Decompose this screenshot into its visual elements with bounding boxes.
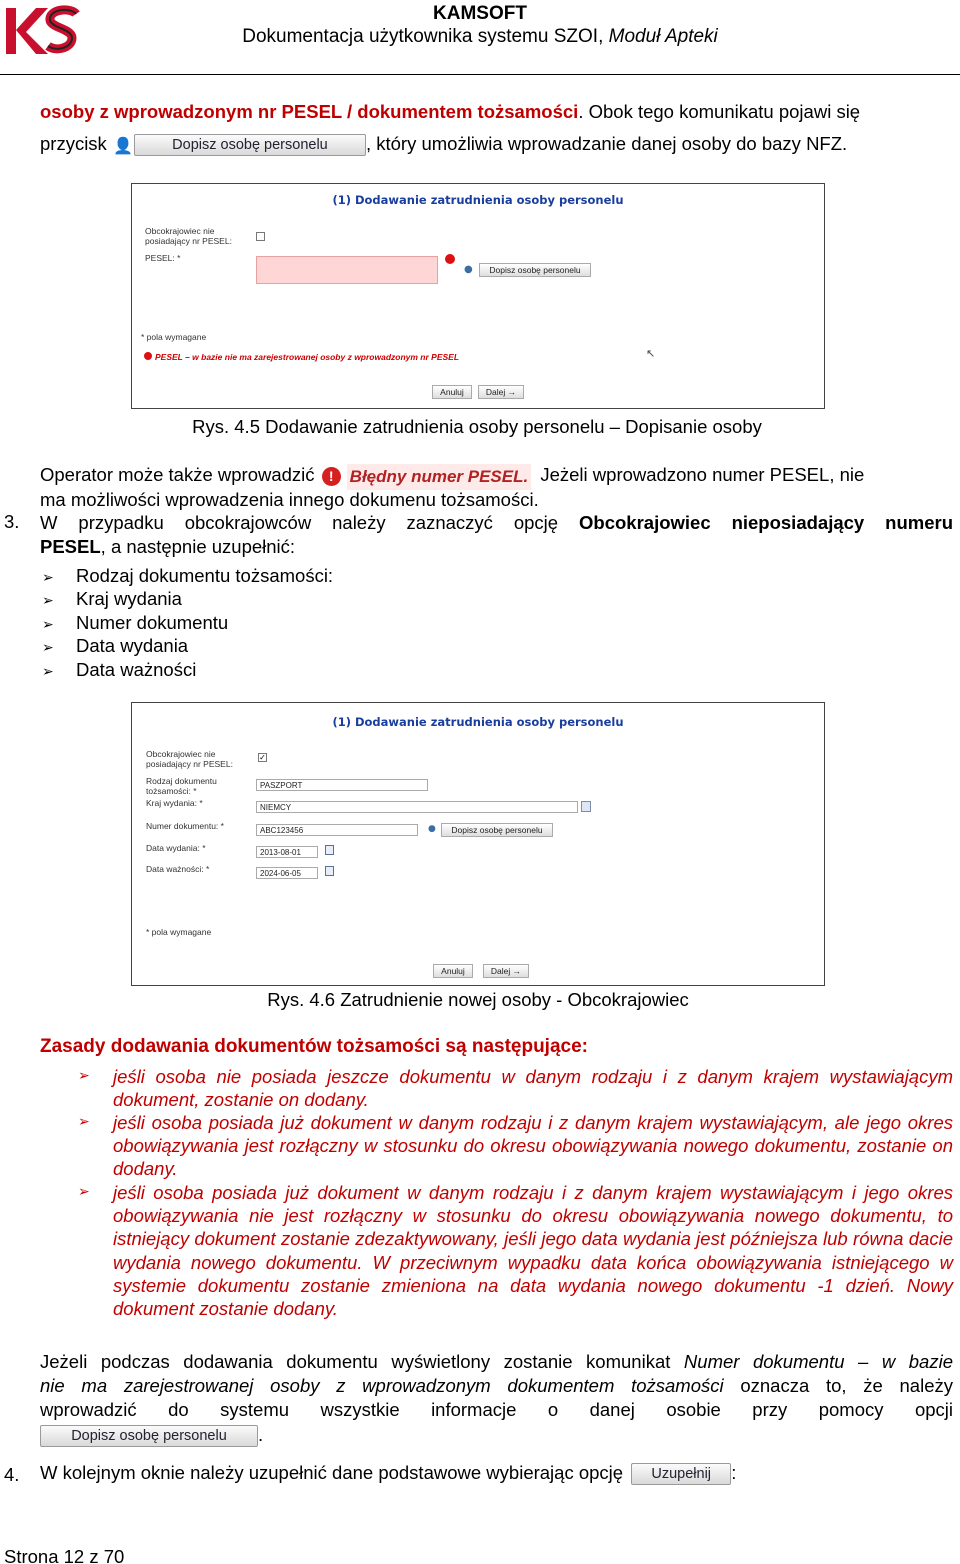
arrow-bullet-icon: ➢ <box>42 640 54 656</box>
fig2-label-country: Kraj wydania: * <box>146 798 203 808</box>
fig1-label-pesel: PESEL: * <box>145 253 181 263</box>
item3-line2: PESEL, a następnie uzupełnić: <box>40 536 296 557</box>
arrow-bullet-icon: ➢ <box>78 1068 90 1084</box>
fig1-caption: Rys. 4.5 Dodawanie zatrudnienia osoby personelu – Dopisanie osoby <box>192 416 762 437</box>
arrow-bullet-icon: ➢ <box>42 617 54 633</box>
fig2-issue-date[interactable]: 2013-08-01 <box>256 846 318 858</box>
figure1-screenshot <box>131 183 825 409</box>
bullet-4: ➢ Data wydania <box>42 634 188 661</box>
para1-line2: przycisk 👤 Dopisz osobę personelu , który umożliwia wprowadzanie danej osoby do bazy NFZ. <box>40 130 847 159</box>
fig2-foreign-checkbox[interactable]: ✓ <box>259 753 266 762</box>
uzupelnij-button[interactable]: Uzupełnij <box>631 1463 731 1485</box>
fig2-person-icon: ● <box>428 824 436 834</box>
fig1-foreign-checkbox[interactable] <box>256 232 265 241</box>
error-badge: ! Błędny numer PESEL. <box>322 463 532 490</box>
para3-line4: Dopisz osobę personelu . <box>40 1423 263 1447</box>
fig2-expiry-date[interactable]: 2024-06-05 <box>256 867 318 879</box>
fig2-calendar-icon[interactable] <box>325 845 334 855</box>
fig1-error-icon <box>445 254 455 264</box>
para3-line3: wprowadzić do systemu wszystkie informacje o danej osobie przy pomocy opcji <box>40 1399 953 1420</box>
rules-heading: Zasady dodawania dokumentów tożsamości są następujące: <box>40 1036 588 1057</box>
bullet-2: ➢ Kraj wydania <box>42 587 182 614</box>
fig1-cancel-button[interactable]: Anuluj <box>432 385 472 399</box>
rule-item-3: ➢ jeśli osoba posiada już dokument w danym rodzaju i z danym krajem wystawiającym i jego okres obowiązywania nie jest rozłączny w stosunku do okresu obowiązywania nowego dokumentu, to istniejący dokument zostanie zdezaktywowany, jeśli jego data wydania jest późniejsza lub równa dacie wydania nowego dokumentu. W przeciwnym wypadku data końca obowiązywania istniejącego w systemie dokumentu zostanie zmieniona na data wydania nowego dokumentu -1 dzień. Nowy dokument zostanie dodany. <box>78 1182 953 1320</box>
arrow-bullet-icon: ➢ <box>42 593 54 609</box>
fig2-next-button[interactable]: Dalej → <box>483 964 529 978</box>
fig2-number-field[interactable]: ABC123456 <box>256 824 418 836</box>
fig2-label-foreign: Obcokrajowiec nie posiadający nr PESEL: <box>146 749 233 769</box>
fig1-error-msg-icon <box>144 352 152 360</box>
arrow-bullet-icon: ➢ <box>42 570 54 586</box>
bullet-5: ➢ Data ważności <box>42 658 196 685</box>
fig2-caption: Rys. 4.6 Zatrudnienie nowej osoby - Obcokrajowiec <box>267 989 689 1010</box>
item3-line1: W przypadku obcokrajowców należy zaznaczyć opcję Obcokrajowiec nieposiadający numeru <box>40 512 953 533</box>
fig2-label-doc-type: Rodzaj dokumentu tożsamości: * <box>146 776 217 796</box>
dopisz-button-inline[interactable]: Dopisz osobę personelu <box>134 134 366 156</box>
rule-item-1: ➢ jeśli osoba nie posiada jeszcze dokumentu w danym rodzaju i z danym krajem wystawiającym dokument, zostanie on dodany. <box>78 1066 953 1111</box>
fig2-calendar-icon[interactable] <box>325 866 334 876</box>
dopisz-button-inline-2[interactable]: Dopisz osobę personelu <box>40 1425 258 1447</box>
page-number: Strona 12 z 70 <box>4 1546 125 1564</box>
fig1-title: (1) Dodawanie zatrudnienia osoby personelu <box>332 193 624 207</box>
fig2-title: (1) Dodawanie zatrudnienia osoby personelu <box>332 715 624 729</box>
bullet-1: ➢ Rodzaj dokumentu tożsamości: <box>42 564 333 591</box>
para1-line1: osoby z wprowadzonym nr PESEL / dokumentem tożsamości. Obok tego komunikatu pojawi się <box>40 101 861 122</box>
fig2-country-field[interactable]: NIEMCY <box>256 801 578 813</box>
bullet-3: ➢ Numer dokumentu <box>42 611 228 638</box>
arrow-bullet-icon: ➢ <box>78 1184 90 1200</box>
fig2-country-picker-icon[interactable] <box>581 801 591 812</box>
header-divider <box>0 74 960 75</box>
fig2-doc-type-select[interactable]: PASZPORT <box>256 779 428 791</box>
figure2-screenshot <box>131 702 825 986</box>
cursor-icon: ↖ <box>646 347 656 360</box>
item4-text: W kolejnym oknie należy uzupełnić dane podstawowe wybierając opcję Uzupełnij : <box>40 1457 736 1489</box>
arrow-bullet-icon: ➢ <box>78 1114 90 1130</box>
fig2-cancel-button[interactable]: Anuluj <box>433 964 473 978</box>
fig1-dopisz-button[interactable]: Dopisz osobę personelu <box>479 263 591 277</box>
item3-number: 3. <box>4 511 20 532</box>
fig2-label-number: Numer dokumentu: * <box>146 821 224 831</box>
para3-line1: Jeżeli podczas dodawania dokumentu wyświetlony zostanie komunikat Numer dokumentu – w bazie <box>40 1351 953 1372</box>
fig1-person-icon: ● <box>464 264 473 275</box>
fig2-label-expiry: Data ważności: * <box>146 864 210 874</box>
fig1-pesel-input[interactable] <box>256 256 438 284</box>
fig2-dopisz-button[interactable]: Dopisz osobę personelu <box>441 823 553 837</box>
item4-number: 4. <box>4 1464 20 1485</box>
para2-line2: ma możliwości wprowadzenia innego dokumenu tożsamości. <box>40 489 539 510</box>
fig2-required-note: * pola wymagane <box>146 927 212 937</box>
fig2-label-issue: Data wydania: * <box>146 843 206 853</box>
para2-line1: Operator może także wprowadzić ! Błędny numer PESEL. Jeżeli wprowadzono numer PESEL, nie <box>40 462 864 490</box>
fig1-next-button[interactable]: Dalej → <box>478 385 524 399</box>
header-title: KAMSOFT <box>433 3 527 24</box>
person-icon: 👤 <box>112 135 133 155</box>
arrow-bullet-icon: ➢ <box>42 664 54 680</box>
fig1-label-foreign: Obcokrajowiec nie posiadający nr PESEL: <box>145 226 232 246</box>
fig1-required-note: * pola wymagane <box>141 332 207 342</box>
rule-item-2: ➢ jeśli osoba posiada już dokument w danym rodzaju i z danym krajem wystawiającym, ale jego okres obowiązywania jest rozłączny w stosunku do okresu obowiązywania nowego dokumentu, zostanie on dodany. <box>78 1112 953 1180</box>
para3-line2: nie ma zarejestrowanej osoby z wprowadzonym dokumentem tożsamości oznacza to, że należy <box>40 1375 953 1396</box>
header-subtitle: Dokumentacja użytkownika systemu SZOI, Moduł Apteki <box>242 26 718 47</box>
fig1-error-msg: PESEL – w bazie nie ma zarejestrowanej osoby z wprowadzonym nr PESEL <box>155 352 460 362</box>
